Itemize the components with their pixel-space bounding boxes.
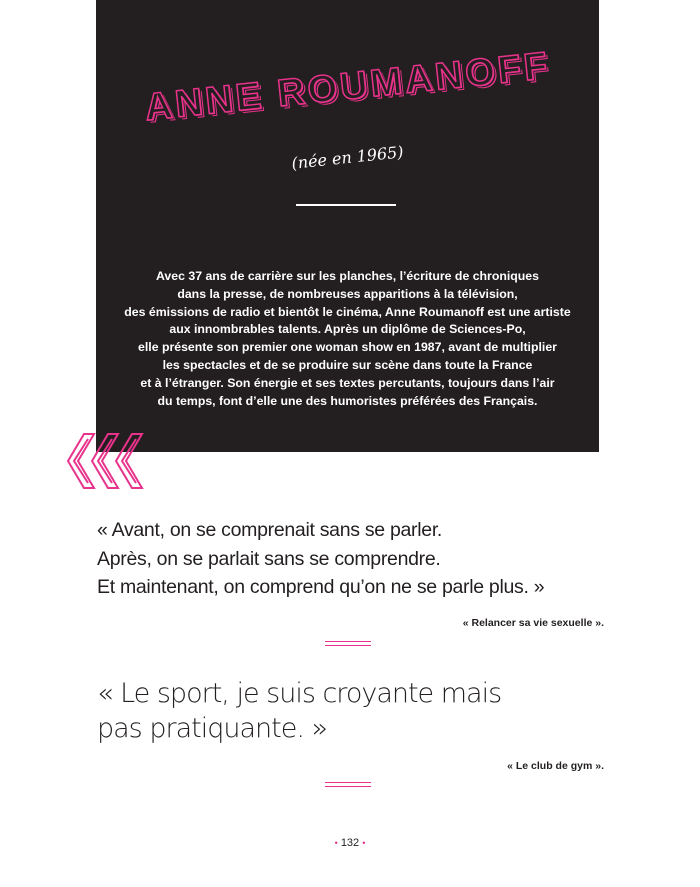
quote-2-source: « Le club de gym ». <box>507 760 604 772</box>
page-title: ANNE ROUMANOFF <box>142 44 553 130</box>
page-number <box>0 837 700 849</box>
page-number-value: 132 <box>340 837 360 849</box>
quote-line: Après, on se parlait sans se comprendre. <box>97 547 441 570</box>
quote-1-source: « Relancer sa vie sexuelle ». <box>462 617 604 629</box>
biography <box>116 268 579 410</box>
birth-year: (née en 1965) <box>290 142 405 173</box>
page-dot-right: • <box>362 838 366 848</box>
header-panel <box>96 0 599 452</box>
quote-line: « Le sport, je suis croyante mais <box>97 678 502 709</box>
quote-separator <box>325 782 371 787</box>
quote-2 <box>97 676 617 746</box>
bio-line: dans la presse, de nombreuses apparitions à la télévision, <box>177 286 518 301</box>
header-divider <box>296 204 396 206</box>
quote-separator <box>325 641 371 646</box>
quote-line: pas pratiquante. » <box>97 713 327 744</box>
bio-line: Avec 37 ans de carrière sur les planches, l’écriture de chroniques <box>156 269 539 283</box>
bio-line: des émissions de radio et bientôt le cinéma, Anne Roumanoff est une artiste <box>124 304 571 319</box>
bio-line: les spectacles et de se produire sur scène dans toute la France <box>162 357 533 372</box>
page-dot-left: • <box>334 838 338 848</box>
quote-line: Et maintenant, on comprend qu’on ne se parle plus. » <box>97 576 545 598</box>
quote-line: « Avant, on se comprenait sans se parler. <box>97 519 443 541</box>
chevron-arrows-icon <box>64 430 152 492</box>
quote-1 <box>97 516 617 602</box>
bio-line: du temps, font d’elle une des humoristes préférées des Français. <box>157 393 538 408</box>
bio-line: elle présente son premier one woman show en 1987, avant de multiplier <box>138 340 557 355</box>
bio-line: aux innombrables talents. Après un diplôme de Sciences-Po, <box>169 322 526 337</box>
bio-line: et à l’étranger. Son énergie et ses textes percutants, toujours dans l’air <box>140 375 555 390</box>
